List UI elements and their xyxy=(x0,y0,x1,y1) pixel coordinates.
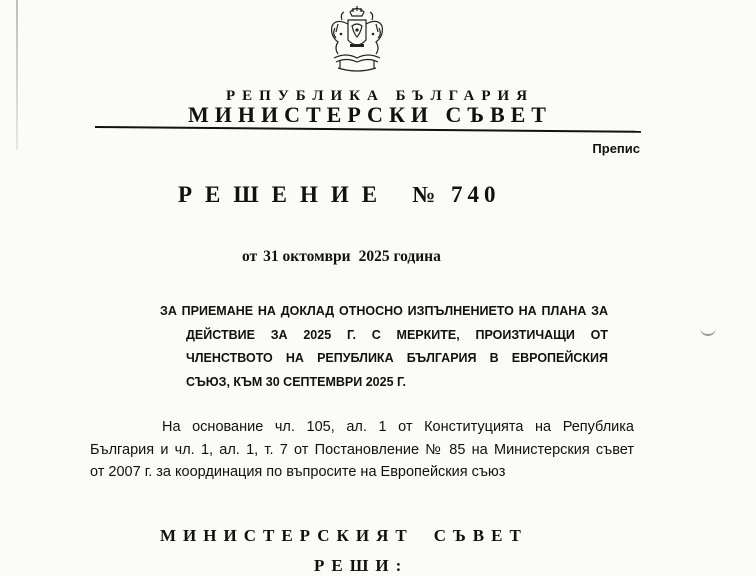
basis-line: от 2007 г. за координация по въпросите на Европейския съюз xyxy=(90,464,506,480)
decision-number: № 740 xyxy=(412,182,501,207)
basis-line: На основание чл. 105, ал. 1 от Конституцията на Република xyxy=(162,419,634,435)
decision-title: РЕШЕНИЕ xyxy=(178,182,391,207)
date-day: 31 октомври xyxy=(263,248,351,265)
resolving-body xyxy=(160,526,528,546)
date-year: 2025 година xyxy=(358,248,441,265)
decision-date xyxy=(242,248,441,266)
scan-mark xyxy=(700,326,716,336)
resolving-body-word: СЪВЕТ xyxy=(433,526,528,545)
subject-line: СЪЮЗ, КЪМ 30 СЕПТЕМВРИ 2025 Г. xyxy=(186,374,406,389)
basis-line: България и чл. 1, ал. 1, т. 7 от Постановление № 85 на Министерския съвет xyxy=(90,441,634,458)
legal-basis-paragraph xyxy=(90,416,634,484)
date-prefix: от xyxy=(242,248,258,265)
subject-line: ЗА ПРИЕМАНЕ НА ДОКЛАД ОТНОСНО ИЗПЪЛНЕНИЕТО НА ПЛАНА ЗА xyxy=(160,304,608,318)
page-edge xyxy=(16,0,18,150)
resolution-verb: РЕШИ: xyxy=(314,556,409,575)
resolving-body-word: МИНИСТЕРСКИЯТ xyxy=(160,526,414,545)
subject-line: ДЕЙСТВИЕ ЗА 2025 Г. С МЕРКИТЕ, ПРОИЗТИЧАЩИ ОТ xyxy=(186,327,608,342)
decision-subject xyxy=(160,300,608,394)
copy-mark: Препис xyxy=(592,141,640,156)
coat-of-arms-icon xyxy=(326,4,388,74)
council-heading: МИНИСТЕРСКИ СЪВЕТ xyxy=(188,102,552,127)
subject-line: ЧЛЕНСТВОТО НА РЕПУБЛИКА БЪЛГАРИЯ В ЕВРОПЕЙСКИЯ xyxy=(186,351,608,365)
republic-heading: РЕПУБЛИКА БЪЛГАРИЯ xyxy=(225,88,535,104)
decision-heading xyxy=(178,182,500,208)
